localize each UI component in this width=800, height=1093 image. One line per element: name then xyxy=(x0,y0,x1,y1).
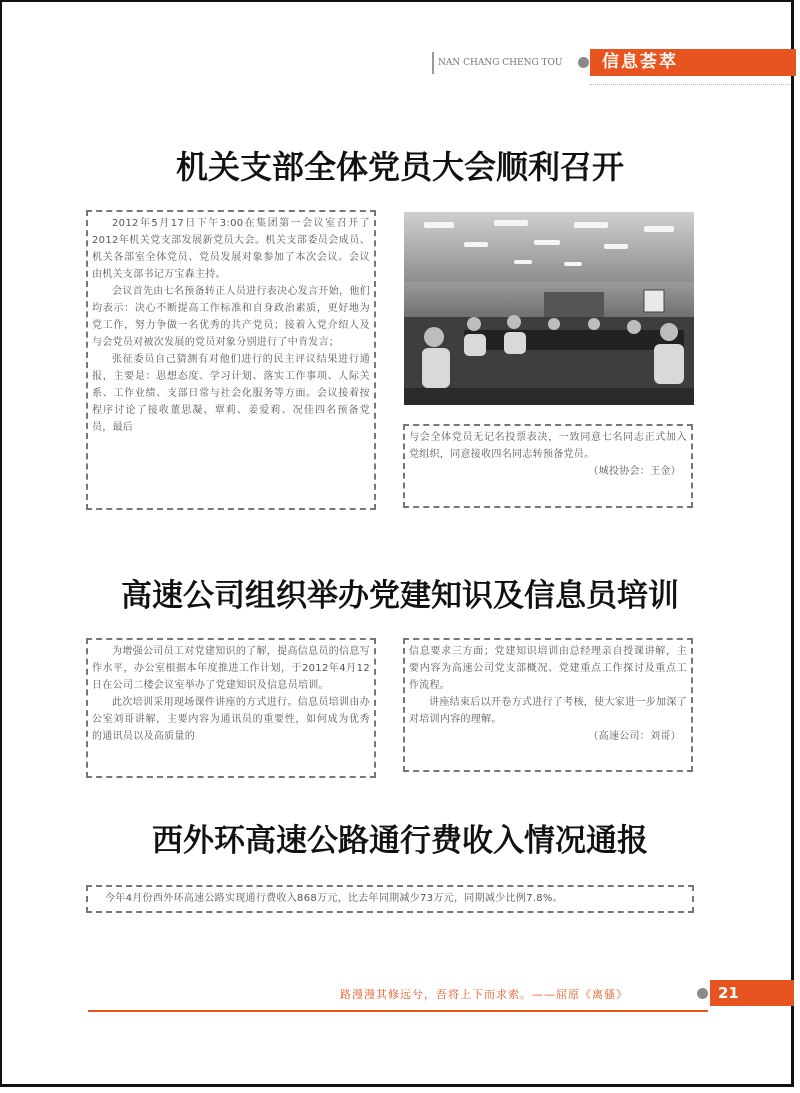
article-3-body xyxy=(86,885,694,913)
article-1-paragraph: 会议首先由七名预备转正人员进行表决心发言开始，他们均表示：决心不断提高工作标准和自身政治素质，更好地为党工作，努力争做一名优秀的共产党员；接着入党介绍人及与会党员对被次发展的党员对象分别进行了中肯发言； xyxy=(92,286,370,348)
article-2-title: 高速公司组织举办党建知识及信息员培训 xyxy=(121,578,679,614)
article-1-byline: （城投协会：王金） xyxy=(588,466,681,477)
page-footer xyxy=(300,978,794,1010)
article-2-byline: （高速公司：刘哥） xyxy=(588,731,681,742)
article-1-title: 机关支部全体党员大会顺利召开 xyxy=(175,148,624,186)
article-2-paragraph: 信息要求三方面；党建知识培训由总经理亲自授课讲解，主要内容为高速公司党支部概况、党建重点工作探讨及重点工作流程。 xyxy=(409,646,687,691)
article-2-paragraph: 为增强公司员工对党建知识的了解，提高信息员的信息写作水平，办公室根据本年度推进工作计划，于2012年4月12日在公司二楼会议室举办了党建知识及信息员培训。 xyxy=(92,646,370,691)
article-1-paragraph: 2012年5月17日下午3:00在集团第一会议室召开了2012年机关党支部发展新党员大会。机关支部委员会成员、机关各部室全体党员、党员发展对象参加了本次会议。会议由机关支部书记万宝森主持。 xyxy=(92,218,370,280)
article-1-paragraph: 张征委员自己猜测有对他们进行的民主评议结果进行通报，主要是：思想态度、学习计划、落实工作事项、人际关系、工作业绩、支部日常与社会化服务等方面。会议接着按程序讨论了接收董思凝、覃莉、姜爱莉、况佳四名预备党员，最后 xyxy=(92,354,370,433)
article-1-paragraph: 与会全体党员无记名投票表决，一致同意七名同志正式加入党组织，同意接收四名同志转预备党员。 xyxy=(409,432,687,460)
magazine-name: NAN CHANG CHENG TOU xyxy=(432,52,580,74)
footer-quote: 路漫漫其修远兮，吾将上下而求索。——屈原《离骚》 xyxy=(340,988,628,1001)
article-2-paragraph: 此次培训采用现场课件讲座的方式进行。信息员培训由办公室刘哥讲解，主要内容为通讯员的重要性，如何成为优秀的通讯员以及高质量的 xyxy=(92,697,370,742)
footer-divider xyxy=(88,1010,708,1012)
article-2-paragraph: 讲座结束后以开卷方式进行了考核，使大家进一步加深了对培训内容的理解。 xyxy=(409,697,687,725)
article-3-title: 西外环高速公路通行费收入情况通报 xyxy=(152,823,648,859)
header-divider xyxy=(590,84,790,86)
meeting-photo xyxy=(404,212,694,405)
article-2-body-right xyxy=(403,638,693,772)
page-header xyxy=(432,48,794,78)
article-2-body-left xyxy=(86,638,376,778)
footer-bullet-icon xyxy=(697,988,708,999)
article-1-body-left xyxy=(86,210,376,510)
section-title: 信息荟萃 xyxy=(590,49,796,76)
header-bullet-icon xyxy=(578,57,589,68)
page-number: 21 xyxy=(710,980,794,1006)
article-1-body-right xyxy=(403,424,693,508)
meeting-room-image xyxy=(404,212,694,405)
article-3-paragraph: 今年4月份西外环高速公路实现通行费收入868万元，比去年同期减少73万元，同期减少比例7.8%。 xyxy=(105,893,563,904)
